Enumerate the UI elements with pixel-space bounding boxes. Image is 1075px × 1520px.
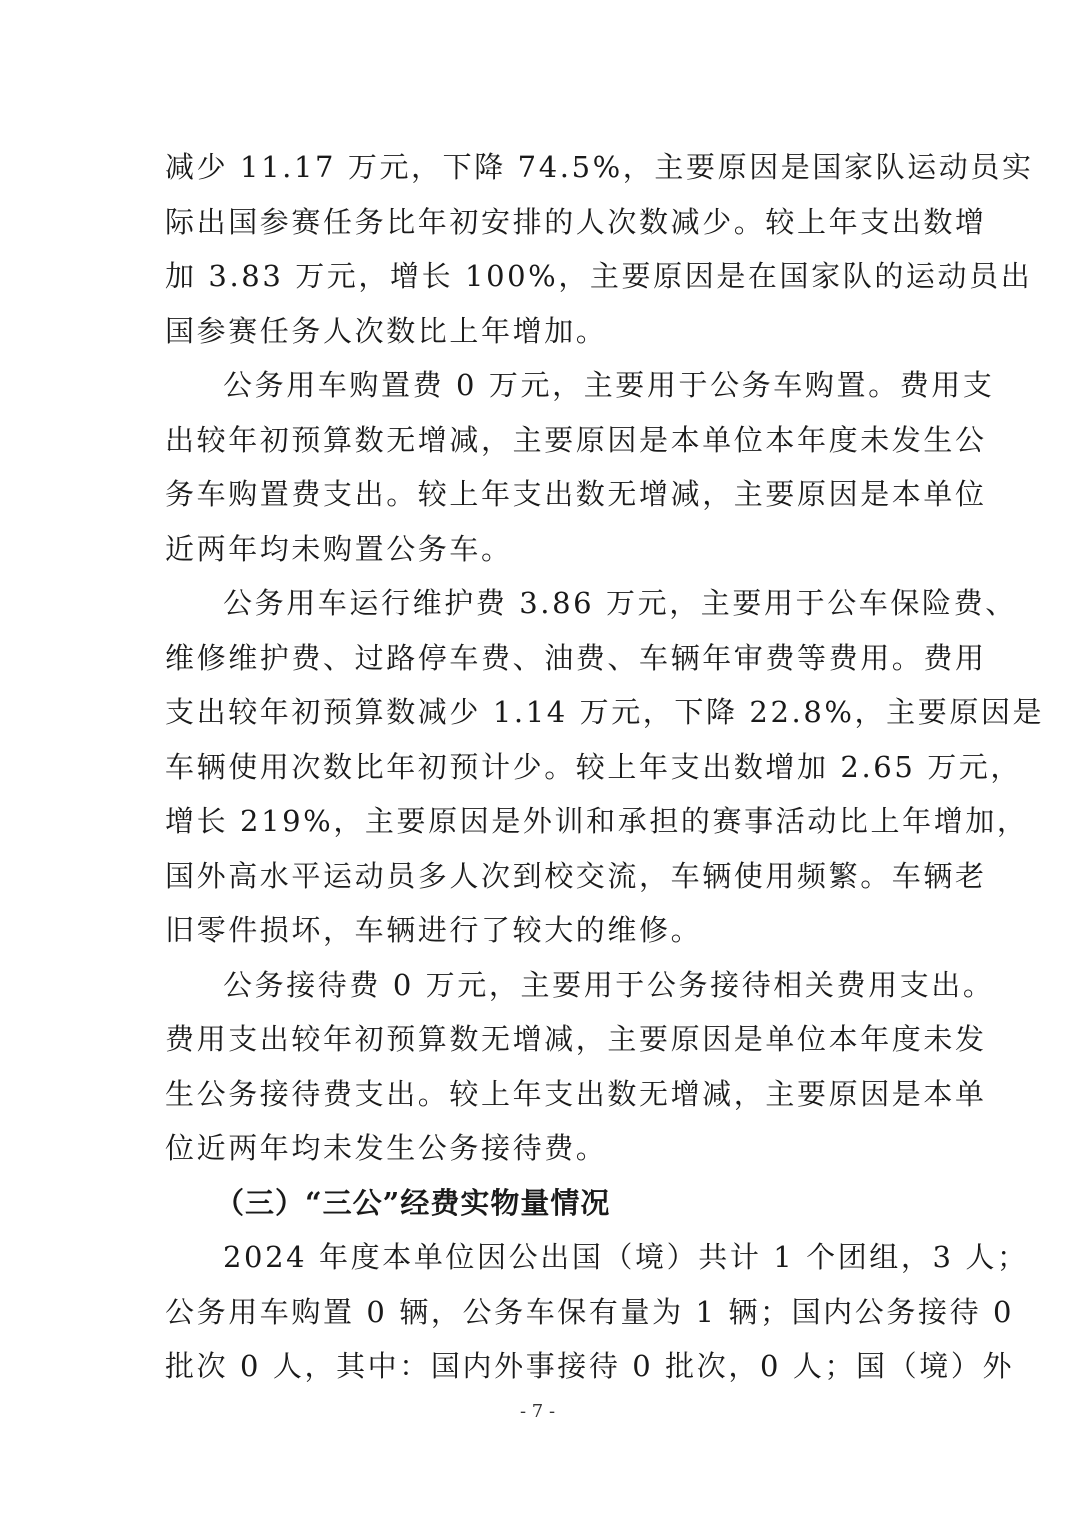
- paragraph-physical-quantity: [165, 1230, 1029, 1394]
- text-line: 支出较年初预算数减少 1.14 万元，下降 22.8%，主要原因是: [165, 695, 1045, 729]
- text-line: 旧零件损坏，车辆进行了较大的维修。: [165, 913, 703, 947]
- text-line: 增长 219%，主要原因是外训和承担的赛事活动比上年增加，: [165, 804, 1029, 838]
- text-line: 公务用车购置 0 辆，公务车保有量为 1 辆；国内公务接待 0: [165, 1294, 1015, 1329]
- page-number: - 7 -: [519, 1401, 556, 1422]
- text-line: 公务接待费 0 万元，主要用于公务接待相关费用支出。: [223, 967, 995, 1002]
- text-line: 国外高水平运动员多人次到校交流，车辆使用频繁。车辆老: [165, 858, 987, 893]
- text-line: 近两年均未购置公务车。: [165, 531, 513, 566]
- document-page: [165, 140, 1045, 1394]
- section-heading: （三）“三公”经费实物量情况: [215, 1185, 611, 1220]
- paragraph-vehicle-maintenance: [165, 576, 1045, 958]
- text-line: 减少 11.17 万元，下降 74.5%，主要原因是国家队运动员实: [165, 150, 1034, 184]
- text-line: 出较年初预算数无增减，主要原因是本单位本年度未发生公: [165, 422, 987, 457]
- text-line: 公务用车运行维护费 3.86 万元，主要用于公车保险费、: [223, 586, 1017, 620]
- text-line: 批次 0 人，其中：国内外事接待 0 批次，0 人；国（境）外: [165, 1349, 1015, 1383]
- paragraph-official-reception: [165, 958, 995, 1176]
- paragraph-vehicle-purchase: [165, 358, 995, 576]
- paragraph-overseas-travel: [165, 140, 1034, 358]
- text-line: 国参赛任务人次数比上年增加。: [165, 313, 608, 348]
- text-line: 维修维护费、过路停车费、油费、车辆年审费等费用。费用: [165, 640, 987, 675]
- text-line: 加 3.83 万元，增长 100%，主要原因是在国家队的运动员出: [165, 259, 1033, 293]
- text-line: 2024 年度本单位因公出国（境）共计 1 个团组，3 人；: [223, 1240, 1029, 1274]
- text-line: 费用支出较年初预算数无增减，主要原因是单位本年度未发: [165, 1022, 987, 1056]
- text-line: 位近两年均未发生公务接待费。: [165, 1131, 608, 1165]
- text-line: 公务用车购置费 0 万元，主要用于公务车购置。费用支: [223, 368, 995, 402]
- text-line: 车辆使用次数比年初预计少。较上年支出数增加 2.65 万元，: [165, 749, 1023, 784]
- text-line: 际出国参赛任务比年初安排的人次数减少。较上年支出数增: [165, 204, 987, 239]
- text-line: 务车购置费支出。较上年支出数无增减，主要原因是本单位: [165, 477, 987, 511]
- text-line: 生公务接待费支出。较上年支出数无增减，主要原因是本单: [165, 1076, 987, 1111]
